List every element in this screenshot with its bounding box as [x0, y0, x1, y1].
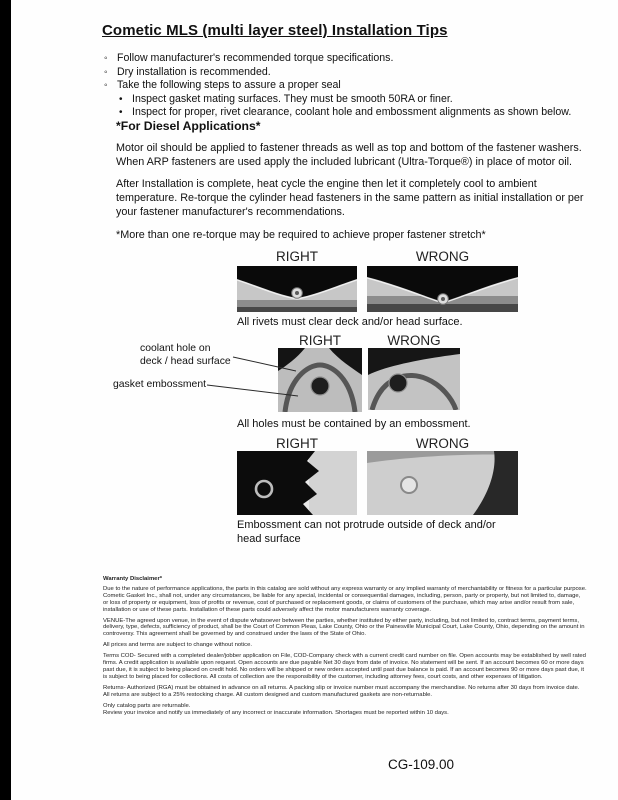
column-header-wrong: WRONG [387, 333, 441, 348]
filled-bullet-icon [119, 106, 132, 120]
filled-bullet-icon [119, 93, 132, 107]
legal-paragraph: All prices and terms are subject to change without notice. [103, 642, 252, 649]
tips-list [104, 52, 600, 120]
callout-gasket-embossment: gasket embossment [113, 379, 206, 390]
section-heading-diesel: *For Diesel Applications* [116, 119, 261, 133]
list-item [104, 79, 600, 93]
legal-paragraph: Terms COD- Secured with a completed dealer/jobber application on File, COD-Company check with a current credit card number on file. Open accounts may be established by well rated firms. A credit application is available upon request. Open accounts are due payable Net 30 days from date of invoice. No statement will be sent. If an account becomes 60 or more days past due, it is subject to being placed on credit hold. No orders will be shipped or new orders accepted until past due balance is paid. If an account becomes 90 or more days past due, it is subject to being placed for collections. All costs of collection are the responsibility of the customer, including attorney fees, court costs, and other expenses of litigation. [103, 653, 586, 680]
list-item-text: Dry installation is recommended. [117, 65, 271, 78]
paragraph-heat-cycle: After Installation is complete, heat cycle the engine then let it completely cool to ambient temperature. Re-torque the cylinder head fasteners in the same pattern as initial installation or per your fastener manufacturer's recommendations. [116, 178, 584, 218]
list-item-text: Inspect gasket mating surfaces. They must be smooth 50RA or finer. [132, 92, 453, 105]
caption-rivets: All rivets must clear deck and/or head surface. [237, 316, 463, 328]
list-item [104, 66, 600, 80]
paragraph-retorque-note: *More than one re-torque may be required to achieve proper fastener stretch* [116, 229, 486, 241]
diagram-protrusion-wrong-image [367, 451, 518, 515]
caption-holes: All holes must be contained by an embossment. [237, 418, 471, 430]
legal-paragraph: Returns- Authorized (RGA) must be obtained in advance on all returns. A packing slip or invoice number must accompany the merchandise. No returns after 30 days from invoice date. All returns are subject to a 25% restocking charge. All custom designed and custom manufactured gaskets are non-returnable. [103, 684, 580, 698]
diagram-rivet-right-image [237, 266, 357, 312]
list-item-text: Inspect for proper, rivet clearance, coolant hole and embossment alignments as shown below. [132, 106, 572, 119]
list-item-text: Follow manufacturer's recommended torque specifications. [117, 52, 394, 64]
diagram-rivet-wrong-image [367, 266, 518, 312]
column-header-right: RIGHT [276, 436, 318, 451]
open-bullet-icon [104, 52, 117, 66]
list-sub-item [119, 106, 600, 120]
left-edge-bar [0, 0, 11, 800]
document-code: CG-109.00 [388, 757, 455, 772]
caption-protrusion: Embossment can not protrude outside of deck and/or head surface [237, 519, 496, 545]
legal-paragraph: Only catalog parts are returnable. [103, 702, 191, 709]
column-header-right: RIGHT [276, 249, 318, 264]
open-bullet-icon [104, 79, 117, 93]
list-sub-item [119, 93, 600, 107]
diagram-protrusion-right-image [237, 451, 357, 515]
diagram-embossment-wrong-image [368, 348, 460, 410]
column-header-wrong: WRONG [415, 249, 470, 264]
paragraph-motor-oil: Motor oil should be applied to fastener threads as well as top and bottom of the fastener washers. When ARP fasteners are used apply the included lubricant (Ultra-Torque®) in place of motor oil. [116, 142, 582, 168]
warranty-disclaimer-title: Warranty Disclaimer* [103, 576, 163, 582]
column-header-right: RIGHT [299, 333, 341, 348]
open-bullet-icon [104, 66, 117, 80]
diagram-embossment-right-image [278, 348, 362, 412]
legal-paragraph: Due to the nature of performance applications, the parts in this catalog are sold without any express warranty or any implied warranty of merchantability or fitness for a particular purpose. Cometic Gasket Inc., shall not, under any circumstances, be liable for any special, incidental or consequential damages, including, person, party or property, but not limited to, damage, or loss of property or equipment, loss of profits or revenue, cost of purchased or replacement goods, or claims of customers of the purchase, which may arise and/or result from sale, installation or use of these parts. Installation of these parts could adversely affect the motor manufacturers warranty coverage. [103, 585, 587, 613]
page-title: Cometic MLS (multi layer steel) Installation Tips [102, 22, 448, 39]
callout-coolant-hole: coolant hole on deck / head surface [140, 343, 231, 367]
legal-section [103, 576, 587, 720]
legal-paragraph: Review your invoice and notify us immediately of any incorrect or inaccurate information. Shortages must be reported within 10 days. [103, 709, 449, 716]
list-item-text: Take the following steps to assure a proper seal [117, 79, 341, 92]
legal-paragraph: VENUE-The agreed upon venue, in the event of dispute whatsoever between the parties, whether instituted by either party, including, but not limited to, contract terms, payment terms, delivery, type, defects, sufficiency of product, shall be the Court of Common Pleas, Lake County, Ohio or the Painesville Municipal Court, Lake County, Ohio, depending on the amount in controversy. This agreement shall be governed by and construed under the laws of the State of Ohio. [103, 617, 585, 638]
column-header-wrong: WRONG [415, 436, 470, 451]
list-item [104, 52, 600, 66]
